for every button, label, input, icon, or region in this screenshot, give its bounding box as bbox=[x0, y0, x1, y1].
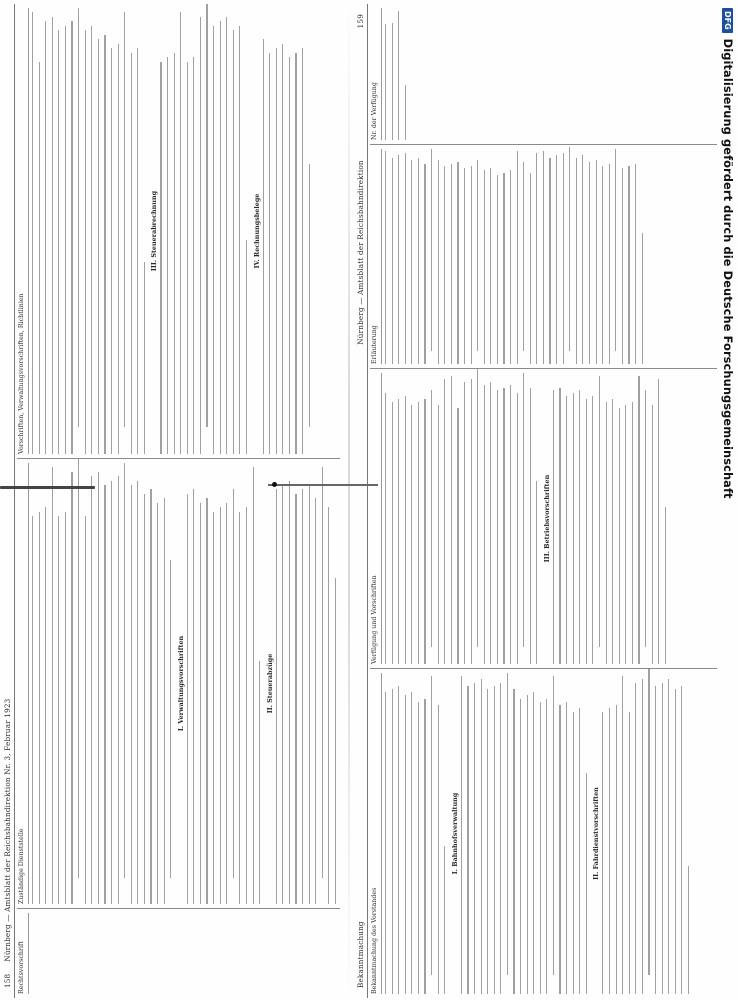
text-line bbox=[246, 240, 247, 454]
left-col-3 bbox=[17, 4, 340, 458]
text-line bbox=[431, 676, 432, 975]
text-line bbox=[602, 712, 603, 994]
text-line bbox=[52, 17, 53, 454]
gutter-dot bbox=[272, 482, 277, 487]
text-line bbox=[507, 673, 508, 975]
text-line bbox=[309, 485, 310, 904]
text-line bbox=[431, 149, 432, 351]
text-line bbox=[536, 481, 537, 664]
text-line bbox=[612, 399, 613, 664]
text-line bbox=[451, 164, 452, 364]
text-line bbox=[193, 57, 194, 454]
text-line bbox=[681, 686, 682, 994]
gutter-mark-right bbox=[268, 484, 378, 486]
text-line bbox=[137, 481, 138, 904]
text-line bbox=[213, 26, 214, 454]
text-line bbox=[282, 485, 283, 904]
text-line bbox=[510, 385, 511, 664]
text-line bbox=[32, 516, 33, 904]
text-line bbox=[200, 17, 201, 454]
left-col-1-header: Rechtsvorschrift bbox=[17, 913, 29, 994]
text-line bbox=[500, 683, 501, 994]
text-line bbox=[490, 168, 491, 364]
left-section-3-title: III. Steuerabrechnung bbox=[150, 190, 159, 272]
text-line bbox=[157, 503, 158, 904]
right-section-1-title: I. Bahnhofsverwaltung bbox=[450, 792, 459, 875]
left-page bbox=[2, 4, 340, 998]
text-line bbox=[170, 560, 171, 878]
text-line bbox=[137, 48, 138, 454]
text-line bbox=[503, 388, 504, 664]
text-line bbox=[411, 160, 412, 364]
text-line bbox=[302, 489, 303, 904]
text-line bbox=[91, 476, 92, 904]
text-line bbox=[259, 661, 260, 904]
text-line bbox=[45, 507, 46, 904]
right-page bbox=[355, 4, 717, 998]
text-line bbox=[635, 683, 636, 994]
text-line bbox=[599, 376, 600, 647]
dfg-caption: Digitalisierung gefördert durch die Deutsche Forschungsgemeinschaft bbox=[721, 38, 735, 499]
text-line bbox=[405, 695, 406, 994]
text-line bbox=[193, 489, 194, 904]
text-line bbox=[144, 494, 145, 904]
text-line bbox=[239, 512, 240, 904]
text-line bbox=[609, 708, 610, 994]
text-line bbox=[582, 155, 583, 364]
text-line bbox=[411, 405, 412, 664]
left-col-2-text-c bbox=[276, 463, 336, 904]
text-line bbox=[444, 846, 445, 994]
text-line bbox=[111, 481, 112, 904]
text-line bbox=[392, 23, 393, 140]
text-line bbox=[431, 390, 432, 646]
right-col-1 bbox=[370, 668, 717, 998]
left-running-title: Nürnberg — Amtsblatt der Reichsbahndirektion Nr. 3, Februar 1923 bbox=[3, 698, 12, 962]
left-col-3-text-b bbox=[160, 8, 247, 454]
text-line bbox=[648, 668, 649, 975]
text-line bbox=[586, 773, 587, 994]
text-line bbox=[164, 498, 165, 904]
text-line bbox=[625, 405, 626, 664]
text-line bbox=[144, 262, 145, 454]
text-line bbox=[78, 8, 79, 427]
text-line bbox=[65, 26, 66, 454]
text-line bbox=[559, 388, 560, 664]
text-line bbox=[628, 166, 629, 364]
text-line bbox=[405, 396, 406, 664]
text-line bbox=[579, 708, 580, 994]
text-line bbox=[187, 62, 188, 454]
text-line bbox=[263, 39, 264, 454]
right-col-3-header: Erläuterung bbox=[370, 149, 382, 364]
dfg-logo-icon: DFG bbox=[723, 8, 734, 33]
text-line bbox=[85, 30, 86, 454]
text-line bbox=[131, 53, 132, 454]
text-line bbox=[563, 153, 564, 364]
text-line bbox=[226, 17, 227, 454]
text-line bbox=[566, 702, 567, 994]
text-line bbox=[398, 686, 399, 994]
text-line bbox=[91, 26, 92, 454]
text-line bbox=[520, 699, 521, 994]
text-line bbox=[543, 151, 544, 364]
text-line bbox=[424, 164, 425, 364]
text-line bbox=[309, 164, 310, 427]
text-line bbox=[150, 489, 151, 904]
text-line bbox=[213, 512, 214, 904]
left-section-1-title: I. Verwaltungsvorschriften bbox=[176, 635, 185, 732]
text-line bbox=[461, 676, 462, 994]
text-line bbox=[220, 507, 221, 904]
text-line bbox=[573, 712, 574, 994]
text-line bbox=[200, 503, 201, 904]
text-line bbox=[596, 160, 597, 364]
text-line bbox=[586, 399, 587, 664]
text-line bbox=[606, 402, 607, 664]
left-col-2-header: Zuständige Dienststelle bbox=[17, 463, 29, 904]
text-line bbox=[530, 173, 531, 364]
text-line bbox=[98, 39, 99, 454]
text-line bbox=[523, 162, 524, 351]
left-col-2-text-b bbox=[187, 463, 261, 904]
text-line bbox=[39, 512, 40, 904]
text-line bbox=[124, 463, 125, 878]
text-line bbox=[385, 393, 386, 664]
text-line bbox=[546, 699, 547, 994]
text-line bbox=[398, 155, 399, 364]
text-line bbox=[438, 705, 439, 994]
right-page-number: 159 bbox=[356, 14, 365, 29]
text-line bbox=[556, 155, 557, 364]
text-line bbox=[503, 173, 504, 364]
text-line bbox=[662, 683, 663, 994]
text-line bbox=[124, 12, 125, 427]
right-col-4-text bbox=[385, 8, 406, 140]
text-line bbox=[39, 62, 40, 454]
text-line bbox=[523, 373, 524, 647]
text-line bbox=[226, 503, 227, 904]
text-line bbox=[206, 4, 207, 427]
text-line bbox=[398, 11, 399, 140]
text-line bbox=[418, 158, 419, 364]
text-line bbox=[411, 692, 412, 994]
text-line bbox=[655, 686, 656, 994]
text-line bbox=[484, 385, 485, 664]
right-col-2 bbox=[370, 368, 717, 668]
text-line bbox=[104, 485, 105, 904]
gutter-mark-left bbox=[0, 486, 95, 489]
text-line bbox=[658, 379, 659, 664]
text-line bbox=[65, 512, 66, 904]
text-line bbox=[418, 402, 419, 664]
text-line bbox=[517, 393, 518, 664]
text-line bbox=[418, 702, 419, 994]
text-line bbox=[632, 402, 633, 664]
text-line bbox=[477, 368, 478, 647]
text-line bbox=[438, 160, 439, 364]
text-line bbox=[553, 390, 554, 664]
text-line bbox=[239, 26, 240, 454]
text-line bbox=[233, 30, 234, 454]
text-line bbox=[405, 153, 406, 364]
text-line bbox=[180, 12, 181, 454]
text-line bbox=[652, 405, 653, 664]
right-col-2-header: Verfügung und Vorschriften bbox=[370, 373, 382, 664]
right-running-head bbox=[355, 4, 368, 998]
text-line bbox=[540, 702, 541, 994]
left-col-3-text-c bbox=[263, 8, 310, 454]
text-line bbox=[444, 379, 445, 664]
text-line bbox=[385, 692, 386, 994]
text-line bbox=[615, 149, 616, 351]
right-col-1-text-b bbox=[461, 673, 587, 994]
text-line bbox=[424, 699, 425, 994]
text-line bbox=[471, 379, 472, 664]
text-line bbox=[566, 396, 567, 664]
text-line bbox=[167, 57, 168, 454]
left-section-4-title: IV. Rechnungsbelege bbox=[252, 193, 261, 269]
text-line bbox=[385, 151, 386, 364]
left-running-head bbox=[2, 4, 15, 998]
text-line bbox=[619, 408, 620, 664]
text-line bbox=[559, 705, 560, 994]
text-line bbox=[315, 498, 316, 904]
right-col-4 bbox=[370, 4, 717, 144]
text-line bbox=[392, 158, 393, 364]
text-line bbox=[464, 382, 465, 664]
text-line bbox=[642, 679, 643, 994]
text-line bbox=[71, 472, 72, 904]
text-line bbox=[405, 85, 406, 140]
right-col-1-text-c bbox=[602, 673, 689, 994]
text-line bbox=[253, 467, 254, 904]
text-line bbox=[289, 481, 290, 904]
text-line bbox=[474, 683, 475, 994]
text-line bbox=[635, 164, 636, 364]
text-line bbox=[675, 689, 676, 994]
text-line bbox=[276, 48, 277, 454]
dfg-sidebar bbox=[719, 4, 739, 998]
text-line bbox=[457, 162, 458, 364]
text-line bbox=[295, 53, 296, 454]
text-line bbox=[494, 686, 495, 994]
right-col-2-text-a bbox=[385, 373, 537, 664]
text-line bbox=[174, 53, 175, 454]
left-col-3-header: Vorschriften, Verwaltungsvorschriften, Richtlinien bbox=[17, 8, 29, 454]
text-line bbox=[52, 467, 53, 904]
right-col-3 bbox=[370, 144, 717, 368]
text-line bbox=[457, 408, 458, 664]
text-line bbox=[549, 158, 550, 364]
text-line bbox=[665, 507, 666, 664]
text-line bbox=[104, 35, 105, 454]
text-line bbox=[438, 405, 439, 664]
right-running-left: Bekanntmachung bbox=[356, 921, 365, 988]
text-line bbox=[246, 507, 247, 904]
text-line bbox=[392, 689, 393, 994]
text-line bbox=[517, 151, 518, 364]
text-line bbox=[269, 53, 270, 454]
text-line bbox=[451, 376, 452, 664]
text-line bbox=[638, 376, 639, 664]
text-line bbox=[569, 147, 570, 351]
left-col-3-text-a bbox=[32, 8, 145, 454]
text-line bbox=[85, 516, 86, 904]
text-line bbox=[553, 676, 554, 975]
text-line bbox=[302, 48, 303, 454]
text-line bbox=[71, 21, 72, 454]
text-line bbox=[484, 171, 485, 365]
text-line bbox=[78, 458, 79, 878]
text-line bbox=[668, 679, 669, 994]
left-section-2-title: II. Steuerabzüge bbox=[265, 653, 274, 714]
text-line bbox=[536, 153, 537, 364]
text-line bbox=[642, 233, 643, 364]
text-line bbox=[510, 171, 511, 365]
text-line bbox=[289, 57, 290, 454]
text-line bbox=[58, 30, 59, 454]
left-col-2 bbox=[17, 458, 340, 908]
text-line bbox=[45, 21, 46, 454]
text-line bbox=[513, 689, 514, 994]
text-line bbox=[497, 390, 498, 664]
text-line bbox=[530, 388, 531, 664]
right-col-4-header: Nr. der Verfügung bbox=[370, 8, 382, 140]
text-line bbox=[276, 489, 277, 904]
text-line bbox=[187, 494, 188, 904]
text-line bbox=[98, 472, 99, 904]
text-line bbox=[322, 467, 323, 877]
text-line bbox=[444, 166, 445, 364]
text-line bbox=[335, 578, 336, 904]
text-line bbox=[131, 485, 132, 904]
left-col-2-text-a bbox=[32, 463, 171, 904]
text-line bbox=[622, 168, 623, 364]
right-section-2-title: II. Fahrdienstvorschriften bbox=[592, 787, 601, 880]
text-line bbox=[398, 399, 399, 664]
text-line bbox=[579, 390, 580, 664]
text-line bbox=[490, 382, 491, 664]
text-line bbox=[467, 686, 468, 994]
right-col-1-header: Bekanntmachung des Vorstandes bbox=[370, 673, 382, 994]
right-col-1-text-a bbox=[385, 673, 445, 994]
text-line bbox=[118, 44, 119, 454]
text-line bbox=[424, 399, 425, 664]
left-page-number: 158 bbox=[3, 973, 12, 988]
text-line bbox=[533, 692, 534, 994]
text-line bbox=[645, 390, 646, 646]
text-line bbox=[206, 498, 207, 904]
text-line bbox=[477, 160, 478, 351]
text-line bbox=[622, 676, 623, 994]
text-line bbox=[385, 24, 386, 140]
text-line bbox=[481, 679, 482, 994]
text-line bbox=[282, 44, 283, 454]
text-line bbox=[573, 393, 574, 664]
text-line bbox=[295, 494, 296, 904]
right-running-center: Nürnberg — Amtsblatt der Reichsbahndirektion bbox=[356, 160, 365, 345]
text-line bbox=[592, 396, 593, 664]
text-line bbox=[111, 48, 112, 454]
gutter-fold bbox=[348, 0, 350, 1000]
text-line bbox=[497, 175, 498, 364]
right-section-3-title: III. Betriebsvorschriften bbox=[542, 474, 551, 563]
right-col-2-text-b bbox=[553, 373, 666, 664]
text-line bbox=[471, 166, 472, 364]
text-line bbox=[589, 162, 590, 364]
right-col-3-text bbox=[385, 149, 643, 364]
left-col-1 bbox=[17, 908, 340, 998]
text-line bbox=[233, 489, 234, 877]
text-line bbox=[688, 866, 689, 994]
text-line bbox=[160, 62, 161, 454]
text-line bbox=[602, 166, 603, 364]
text-line bbox=[487, 689, 488, 994]
text-line bbox=[527, 695, 528, 994]
text-line bbox=[118, 476, 119, 904]
text-line bbox=[32, 12, 33, 454]
text-line bbox=[616, 705, 617, 994]
text-line bbox=[220, 21, 221, 454]
text-line bbox=[464, 168, 465, 364]
text-line bbox=[58, 516, 59, 904]
text-line bbox=[609, 164, 610, 364]
text-line bbox=[392, 402, 393, 664]
text-line bbox=[328, 507, 329, 904]
text-line bbox=[629, 712, 630, 994]
text-line bbox=[576, 158, 577, 364]
